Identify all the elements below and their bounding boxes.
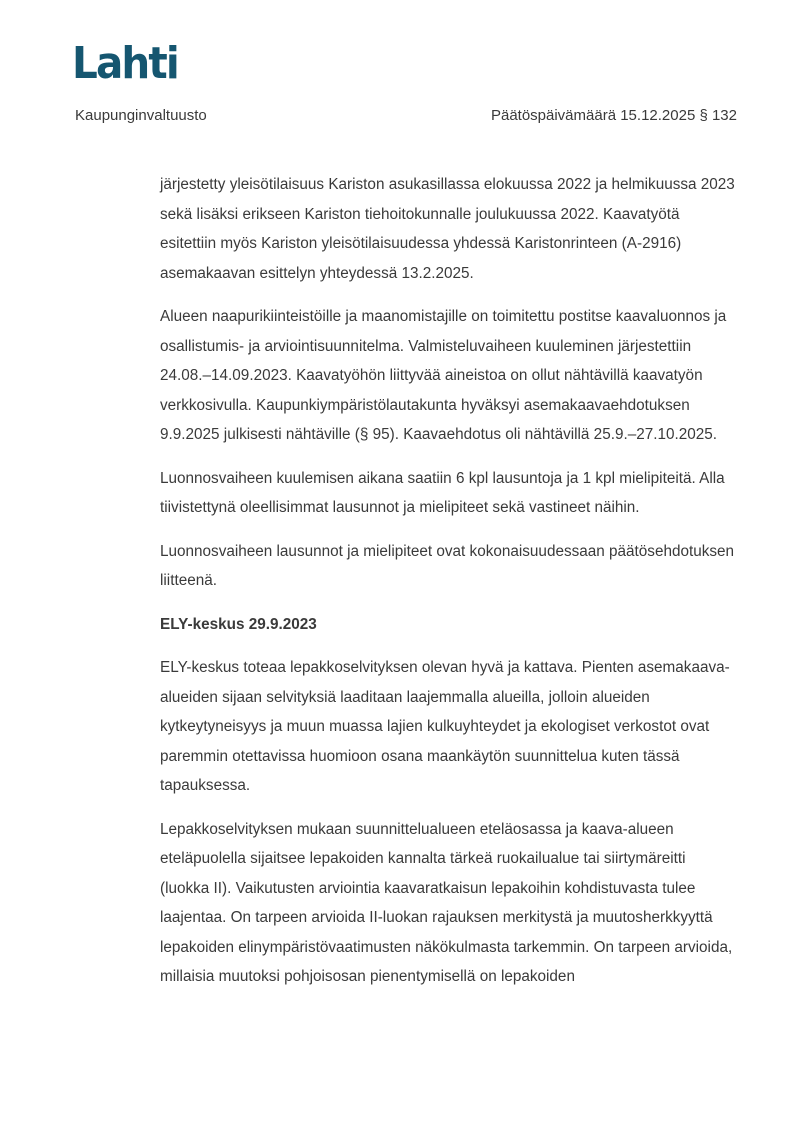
body-paragraph: ELY-keskus toteaa lepakkoselvityksen olevan hyvä ja kattava. Pienten asemakaava-alueiden sijaan selvityksiä laaditaan laajemmalla alueilla, jolloin alueiden kytkeytyneisyys ja muun muassa lajien kulkuyhteydet ja ekologiset verkostot ovat paremmin otettavissa huomioon osana maankäytön suunnittelua kuten tässä tapauksessa. xyxy=(160,659,730,794)
body-paragraph: Alueen naapurikiinteistöille ja maanomistajille on toimitettu postitse kaavaluonnos ja osallistumis- ja arviointisuunnitelma. Valmisteluvaiheen kuuleminen järjestettiin 24.08.–14.09.2023. Kaavatyöhön liittyvää aineistoa on ollut nähtävillä kaavatyön verkkosivulla. Kaupunkiympäristölautakunta hyväksyi asemakaavaehdotuksen 9.9.2025 julkisesti nähtäville (§ 95). Kaavaehdotus oli nähtävillä 25.9.–27.10.2025. xyxy=(160,308,727,443)
document-body xyxy=(160,170,739,1006)
body-paragraph: Lepakkoselvityksen mukaan suunnittelualueen eteläosassa ja kaava-alueen eteläpuolella sijaitsee lepakoiden kannalta tärkeä ruokailualue tai siirtymäreitti (luokka II). Vaikutusten arviointia kaavaratkaisun lepakoihin kohdistuvasta tulee laajentaa. On tarpeen arvioida II-luokan rajauksen merkitystä ja muutosherkkyyttä lepakoiden elinympäristövaatimusten näkökulmasta tarkemmin. On tarpeen arvioida, millaisia muutoksi pohjoisosan pienentymisellä on lepakoiden xyxy=(160,820,733,985)
header-org-name: Kaupunginvaltuusto xyxy=(75,107,207,124)
section-heading: ELY-keskus 29.9.2023 xyxy=(160,615,317,633)
document-header xyxy=(75,106,737,126)
body-paragraph: järjestetty yleisötilaisuus Kariston asukasillassa elokuussa 2022 ja helmikuussa 2023 sekä lisäksi erikseen Kariston tiehoitokunnalle joulukuussa 2022. Kaavatyötä esitettiin myös Kariston yleisötilaisuudessa yhdessä Karistonrinteen (A-2916) asemakaavan esittelyn yhteydessä 13.2.2025. xyxy=(160,176,735,282)
body-paragraph: Luonnosvaiheen lausunnot ja mielipiteet ovat kokonaisuudessaan päätösehdotuksen liitteenä. xyxy=(160,542,735,589)
header-decision-date: Päätöspäivämäärä 15.12.2025 § 132 xyxy=(490,107,737,124)
lahti-city-logo: Lahti xyxy=(72,38,178,89)
body-paragraph: Luonnosvaiheen kuulemisen aikana saatiin 6 kpl lausuntoja ja 1 kpl mielipiteitä. Alla tiivistettynä oleellisimmat lausunnot ja mielipiteet sekä vastineet näihin. xyxy=(160,469,725,516)
